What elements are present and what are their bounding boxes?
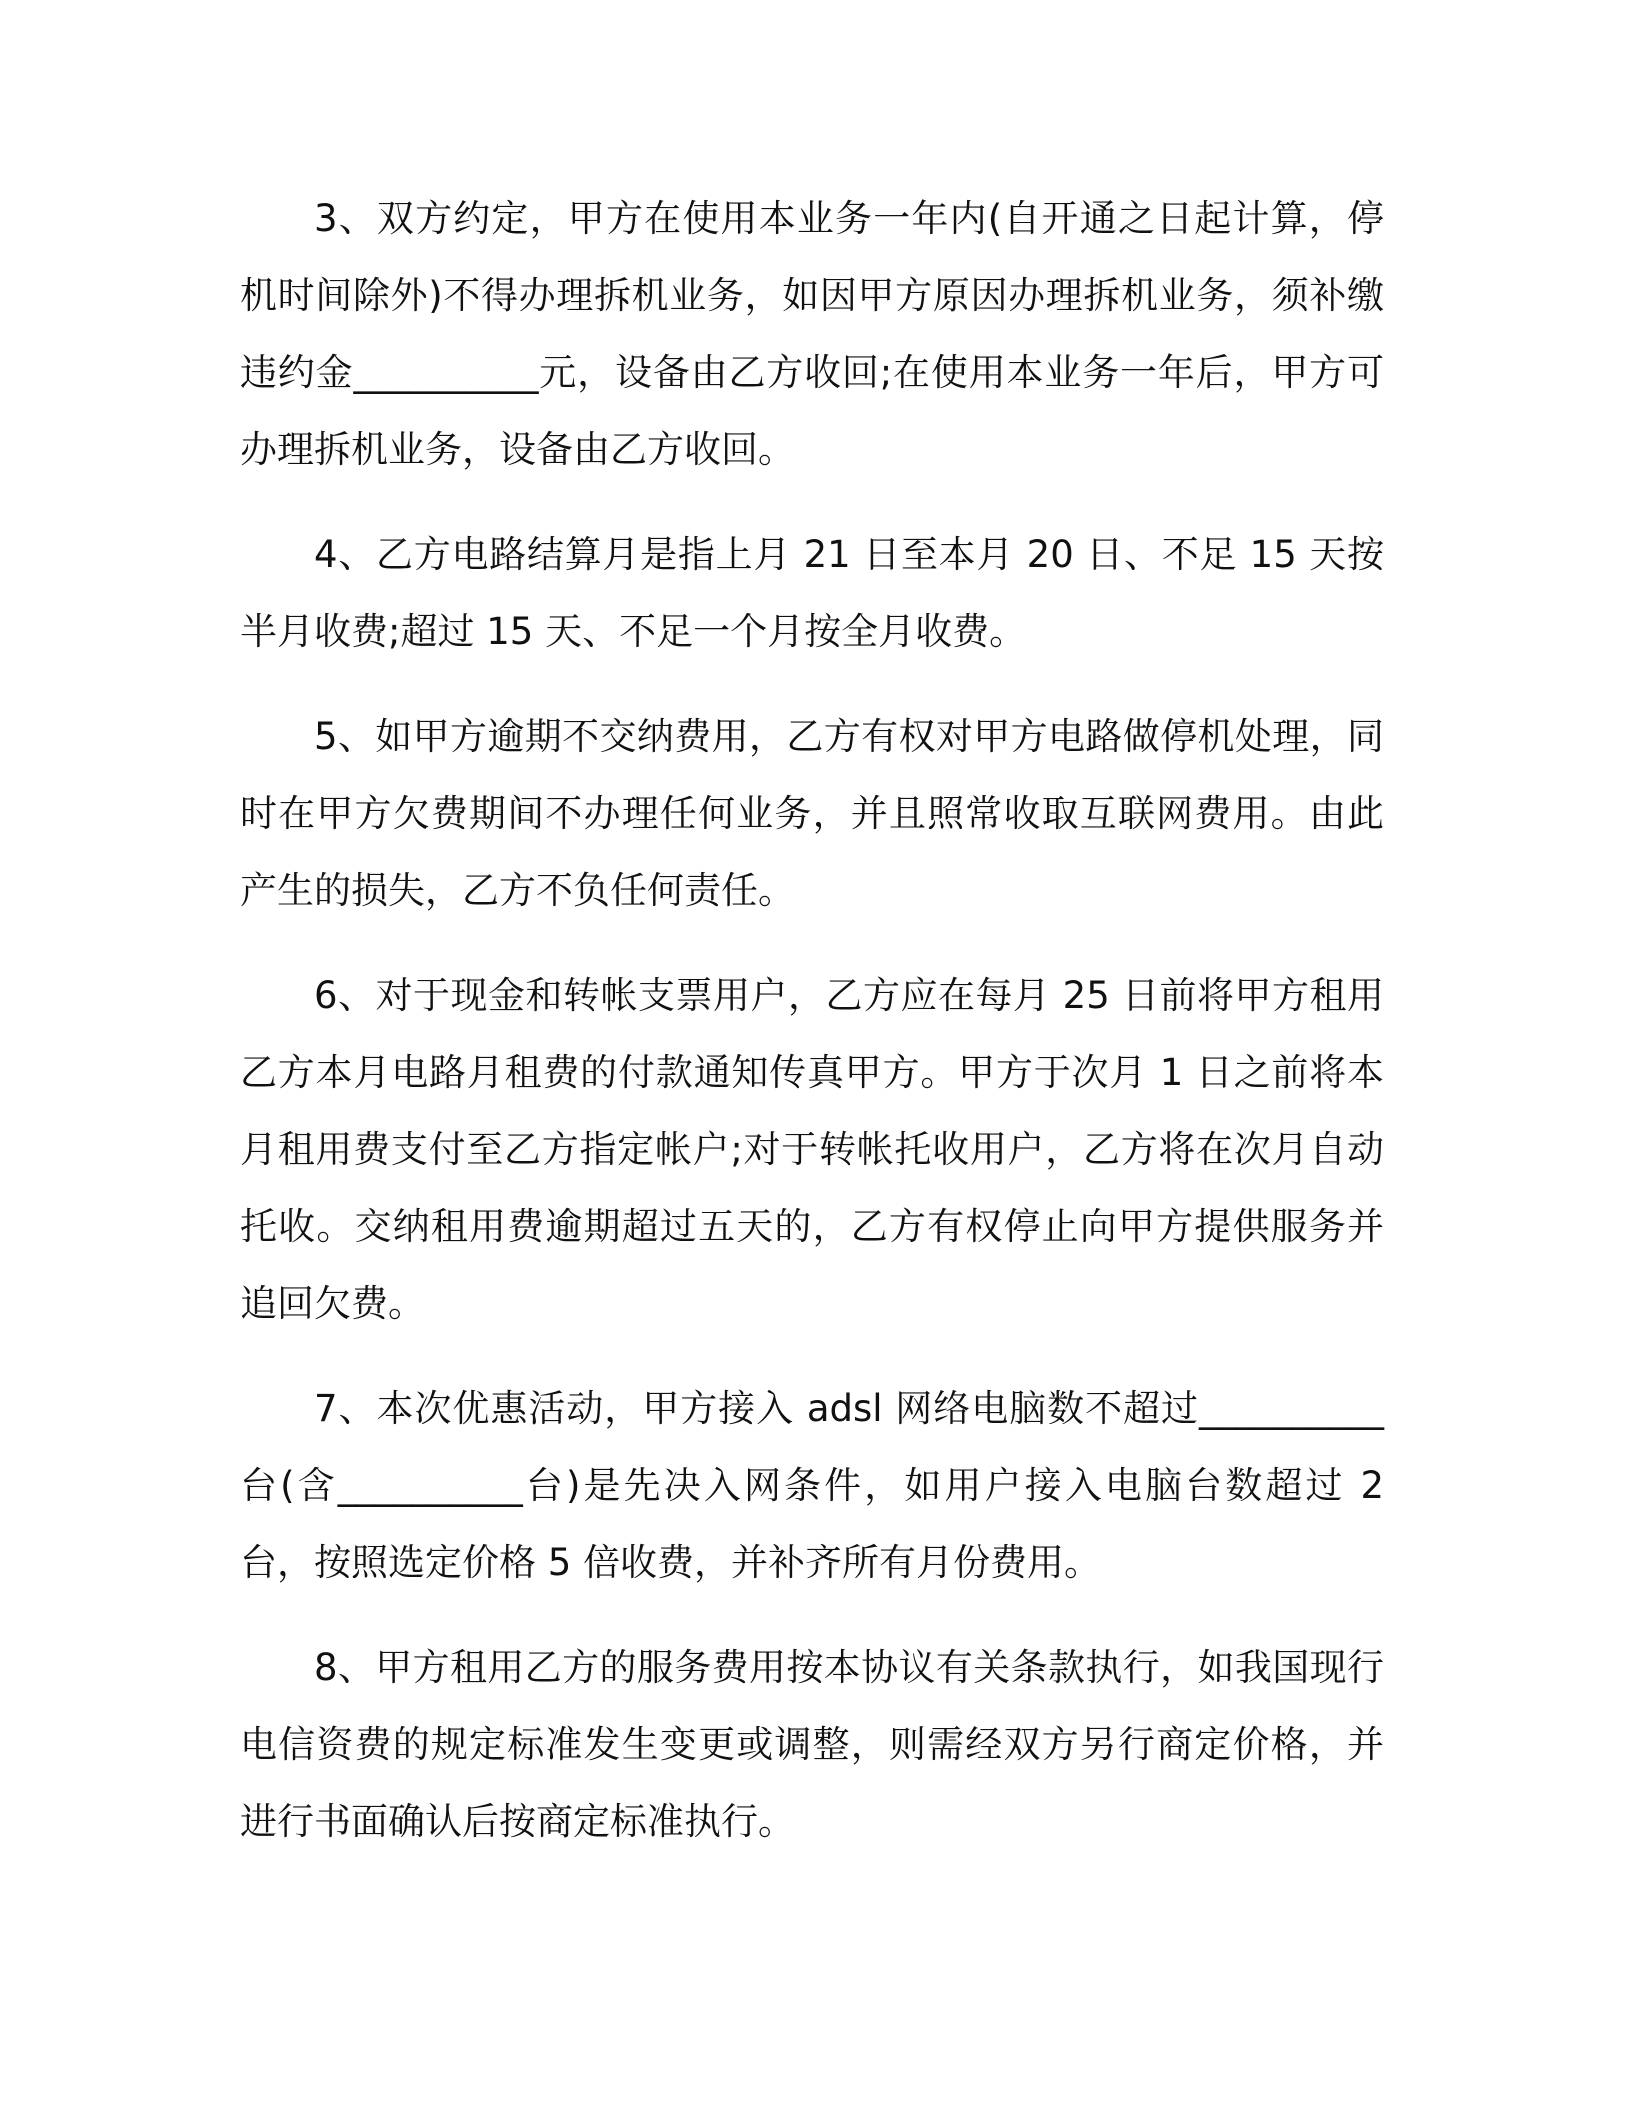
clause-4: 4、乙方电路结算月是指上月 21 日至本月 20 日、不足 15 天按半月收费;超过 15 天、不足一个月按全月收费。 [240, 533, 1384, 653]
clause-5: 5、如甲方逾期不交纳费用，乙方有权对甲方电路做停机处理，同时在甲方欠费期间不办理任何业务，并且照常收取互联网费用。由此产生的损失，乙方不负任何责任。 [240, 715, 1384, 912]
clause-8: 8、甲方租用乙方的服务费用按本协议有关条款执行，如我国现行电信资费的规定标准发生变更或调整，则需经双方另行商定价格，并进行书面确认后按商定标准执行。 [240, 1646, 1384, 1843]
document-body [240, 180, 1396, 1888]
clause-7: 7、本次优惠活动，甲方接入 adsl 网络电脑数不超过__________台(含__________台)是先决入网条件，如用户接入电脑台数超过 2 台，按照选定价格 5 倍收费，并补齐所有月份费用。 [240, 1387, 1396, 1584]
clause-6: 6、对于现金和转帐支票用户，乙方应在每月 25 日前将甲方租用乙方本月电路月租费的付款通知传真甲方。甲方于次月 1 日之前将本月租用费支付至乙方指定帐户;对于转帐托收用户，乙方将在次月自动托收。交纳租用费逾期超过五天的，乙方有权停止向甲方提供服务并追回欠费。 [240, 974, 1384, 1325]
clause-3: 3、双方约定，甲方在使用本业务一年内(自开通之日起计算，停机时间除外)不得办理拆机业务，如因甲方原因办理拆机业务，须补缴违约金__________元，设备由乙方收回;在使用本业务一年后，甲方可办理拆机业务，设备由乙方收回。 [240, 197, 1384, 471]
